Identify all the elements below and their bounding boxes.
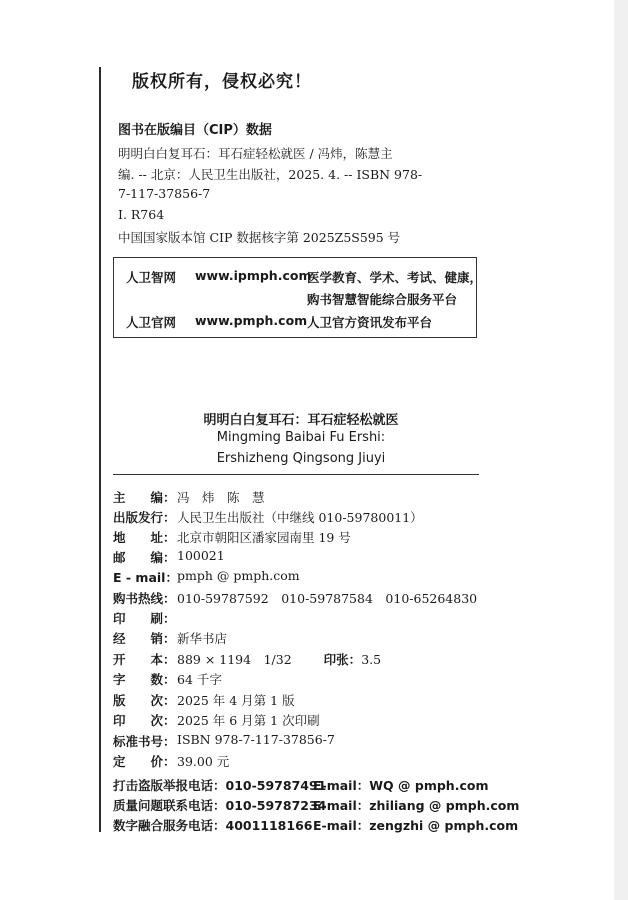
colophon-value[interactable]: pmph @ pmph.com: [177, 568, 300, 583]
hotline-email[interactable]: E-mail：zhiliang @ pmph.com: [313, 798, 520, 813]
hotline-quality: [113, 796, 520, 814]
colophon-label: 开 本：: [113, 652, 176, 667]
hotline-email[interactable]: E-mail：WQ @ pmph.com: [313, 778, 489, 793]
website-url-1[interactable]: www.ipmph.com: [195, 268, 312, 283]
colophon-label: 出版发行：: [113, 510, 176, 525]
website-name-2: 人卫官网: [126, 315, 177, 330]
colophon-value: 2025 年 4 月第 1 版: [177, 693, 295, 708]
book-title-pinyin-1: Mingming Baibai Fu Ershi:: [216, 430, 386, 445]
sheets-label: 印张：: [323, 652, 362, 667]
colophon-value: 010-59787592 010-59787584 010-65264830: [177, 591, 478, 606]
cip-line-4: Ⅰ. R764: [118, 207, 165, 222]
colophon-value: 100021: [177, 548, 225, 563]
website-desc-1b: 购书智慧智能综合服务平台: [307, 292, 458, 307]
website-box: [113, 257, 483, 338]
hotline-label: 质量问题联系电话：010-59787234: [113, 798, 327, 813]
hotline-label: 数字融合服务电话：4001118166: [113, 818, 313, 833]
hotline-label: 打击盗版举报电话：010-59787491: [113, 778, 327, 793]
sheets-value: 3.5: [361, 652, 382, 667]
colophon-label: 购书热线：: [113, 591, 176, 606]
colophon-value: 新华书店: [177, 631, 228, 646]
page-edge-strip: [614, 0, 628, 900]
colophon-label: 印 次：: [113, 713, 176, 728]
colophon-label: 定 价：: [113, 754, 176, 769]
colophon-label: 版 次：: [113, 693, 176, 708]
colophon-label: 主 编：: [113, 490, 176, 505]
colophon-label: 地 址：: [113, 530, 176, 545]
website-name-1: 人卫智网: [126, 270, 177, 285]
title-divider: [113, 474, 479, 475]
cip-line-5: 中国国家版本馆 CIP 数据核字第 2025Z5S595 号: [118, 230, 401, 245]
cip-line-3: 7-117-37856-7: [118, 186, 211, 201]
colophon-label: 经 销：: [113, 631, 176, 646]
format-size: 889 × 1194 1/32: [177, 652, 292, 667]
colophon-label: 邮 编：: [113, 550, 176, 565]
hotline-digital: [113, 816, 519, 834]
hotline-antipiracy: [113, 776, 489, 794]
book-title-pinyin-2: Ershizheng Qingsong Jiuyi: [216, 451, 386, 466]
cip-heading: 图书在版编目（CIP）数据: [118, 123, 272, 138]
colophon-value: ISBN 978-7-117-37856-7: [177, 732, 335, 747]
colophon-value: 64 千字: [177, 672, 222, 687]
colophon-label: E - mail：: [113, 570, 178, 585]
colophon-value: 人民卫生出版社（中继线 010-59780011）: [177, 510, 423, 525]
copyright-notice: 版权所有，侵权必究！: [132, 72, 312, 92]
colophon-label: 印 刷：: [113, 611, 176, 626]
colophon-value: 2025 年 6 月第 1 次印刷: [177, 713, 320, 728]
book-title-chinese: 明明白白复耳石：耳石症轻松就医: [203, 413, 399, 428]
colophon-label: 字 数：: [113, 672, 176, 687]
website-url-2[interactable]: www.pmph.com: [195, 313, 308, 328]
cip-line-2: 编. -- 北京：人民卫生出版社，2025. 4. -- ISBN 978-: [118, 167, 423, 182]
colophon-label: 标准书号：: [113, 734, 176, 749]
colophon-value: [177, 650, 381, 668]
colophon-value: 39.00 元: [177, 754, 230, 769]
website-desc-1a: 医学教育、学术、考试、健康，: [307, 270, 483, 285]
colophon-value: 冯 炜 陈 慧: [177, 490, 265, 505]
colophon-value: 北京市朝阳区潘家园南里 19 号: [177, 530, 351, 545]
margin-rule: [99, 67, 101, 832]
website-desc-2: 人卫官方资讯发布平台: [307, 315, 433, 330]
hotline-email[interactable]: E-mail：zengzhi @ pmph.com: [313, 818, 519, 833]
cip-line-1: 明明白白复耳石：耳石症轻松就医 / 冯炜，陈慧主: [118, 146, 393, 161]
